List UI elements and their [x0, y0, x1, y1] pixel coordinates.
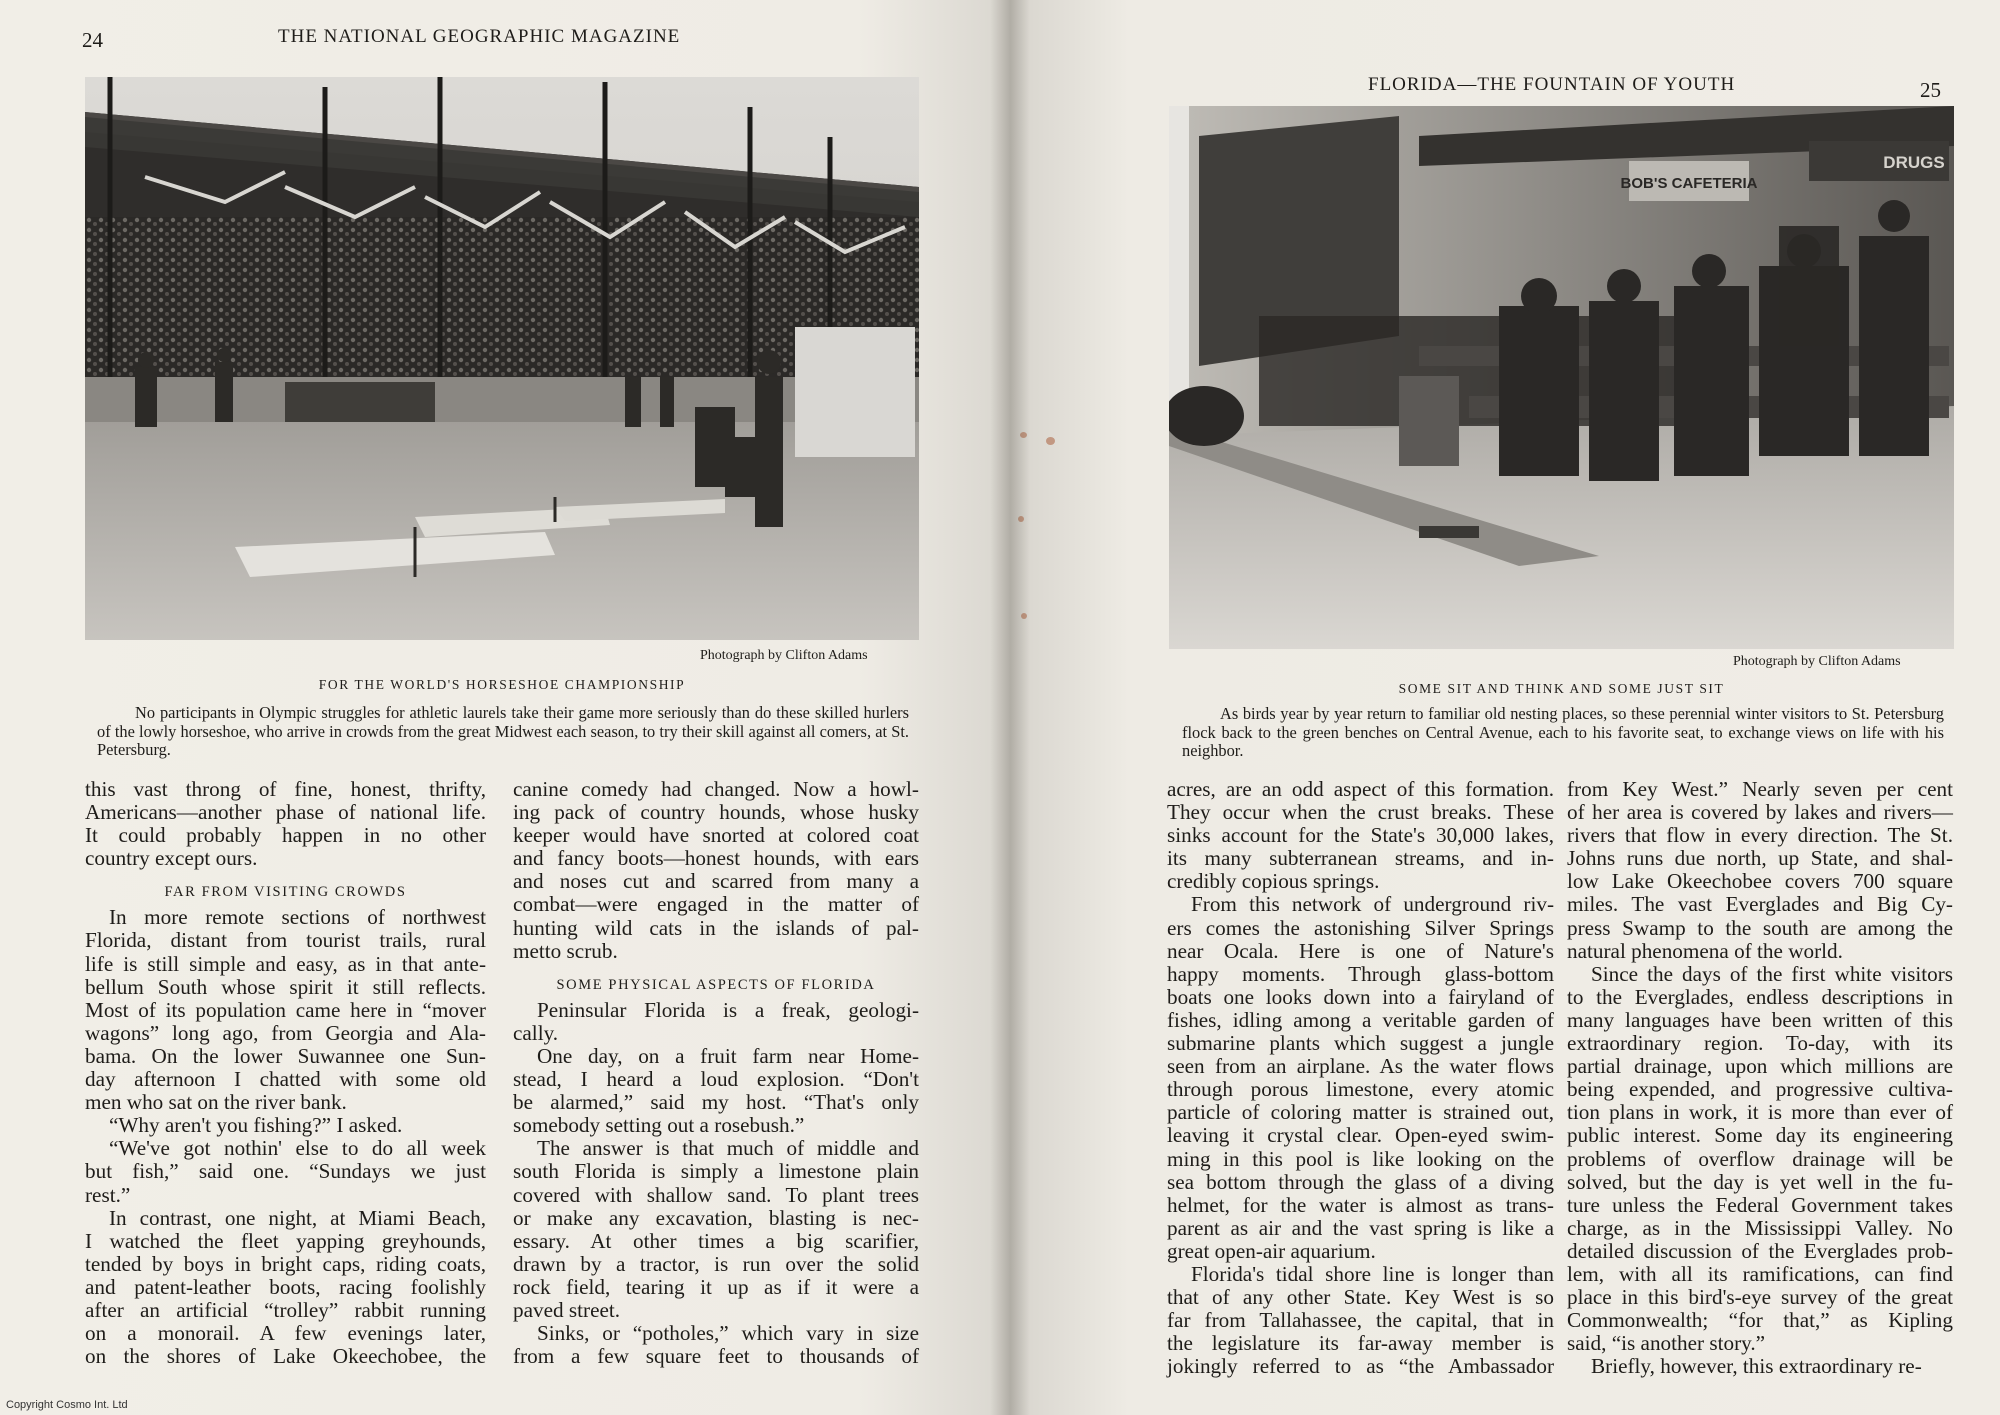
text-line: Commonwealth; “for that,” as Kipling: [1567, 1308, 1953, 1333]
benches-photo: [1169, 106, 1954, 649]
text-line: Florida, distant from tourist trails, rural: [85, 928, 486, 953]
text-line: many languages have been written of this: [1567, 1007, 1953, 1032]
text-line: From this network of underground riv-: [1191, 892, 1554, 917]
text-line: solved, but the day is yet well in the fu-: [1567, 1169, 1953, 1194]
text-line: public interest. Some day its engineering: [1567, 1123, 1953, 1148]
text-line: through porous limestone, every atomic: [1167, 1077, 1554, 1102]
right-page-number: 25: [1920, 78, 1941, 102]
text-line: from a few square feet to thousands of: [513, 1344, 919, 1369]
text-line: In contrast, one night, at Miami Beach,: [109, 1205, 486, 1230]
text-line: detailed discussion of the Everglades prob-: [1567, 1238, 1953, 1263]
text-line: bellum South whose spirit it still reflects.: [85, 974, 486, 999]
text-line: ers comes the astonishing Silver Springs: [1167, 915, 1554, 940]
text-line: fishes, idling among a veritable garden of: [1167, 1007, 1554, 1032]
text-line: and fancy boots—honest hounds, with ears: [513, 846, 919, 871]
text-line: low Lake Okeechobee covers 700 square: [1567, 869, 1953, 894]
left-photo-credit: Photograph by Clifton Adams: [700, 648, 868, 663]
left-column-2: [513, 778, 919, 1368]
text-line: and noses cut and scarred from many a: [513, 869, 919, 894]
right-page: [1010, 0, 2000, 1415]
text-line: keeper would have snorted at colored coat: [513, 823, 919, 848]
text-line: metto scrub.: [513, 938, 618, 963]
text-line: its many subterranean streams, and in-: [1167, 846, 1554, 871]
text-line: extraordinary region. To-day, with its: [1567, 1031, 1953, 1056]
text-line: country except ours.: [85, 846, 258, 871]
text-line: ing pack of country hounds, whose husky: [513, 800, 919, 825]
text-line: stead, I heard a loud explosion. “Don't: [513, 1067, 919, 1092]
text-line: far from Tallahassee, the capital, that in: [1167, 1308, 1554, 1333]
text-line: south Florida is simply a limestone plain: [513, 1159, 919, 1184]
text-line: said, “is another story.”: [1567, 1331, 1766, 1356]
text-line: “We've got nothin' else to do all week: [109, 1136, 486, 1161]
text-line: sinks account for the State's 30,000 lakes,: [1167, 823, 1554, 848]
text-line: on the shores of Lake Okeechobee, the: [85, 1344, 486, 1369]
text-line: after an artificial “trolley” rabbit running: [85, 1297, 486, 1322]
text-line: Florida's tidal shore line is longer than: [1191, 1261, 1554, 1286]
text-line: The answer is that much of middle and: [537, 1136, 919, 1161]
text-line: life is still simple and easy, as in that ante-: [85, 951, 486, 976]
text-line: leaving it crystal clear. Open-eyed swim-: [1167, 1123, 1554, 1148]
book-gutter: [990, 0, 1030, 1415]
text-line: submarine plants which suggest a jungle: [1167, 1031, 1554, 1056]
text-line: but fish,” said one. “Sundays we just: [85, 1159, 486, 1184]
text-line: the legislature its far-away member is: [1167, 1331, 1554, 1356]
right-column-2: [1567, 778, 1953, 1378]
text-line: being expended, and progressive cultiva-: [1567, 1077, 1953, 1102]
text-line: essary. At other times a big scarifier,: [513, 1228, 919, 1253]
text-line: combat—were engaged in the matter of: [513, 892, 919, 917]
horseshoe-photo-drawing: [85, 77, 919, 640]
section-heading: SOME PHYSICAL ASPECTS OF FLORIDA: [556, 976, 876, 993]
text-line: canine comedy had changed. Now a howl-: [513, 777, 919, 801]
benches-photo-drawing: [1169, 106, 1954, 649]
text-line: One day, on a fruit farm near Home-: [537, 1043, 919, 1068]
text-line: particle of coloring matter is strained out,: [1167, 1100, 1554, 1125]
text-line: jokingly referred to as “the Ambassador: [1167, 1354, 1554, 1379]
drugs-sign: DRUGS: [1883, 153, 1945, 172]
text-line: natural phenomena of the world.: [1567, 938, 1843, 963]
text-line: or make any excavation, blasting is nec-: [513, 1205, 919, 1230]
text-line: parent as air and the vast spring is like a: [1167, 1215, 1554, 1240]
text-line: bama. On the lower Suwannee one Sun-: [85, 1043, 486, 1068]
left-running-head: THE NATIONAL GEOGRAPHIC MAGAZINE: [278, 26, 681, 47]
text-line: tion plans in work, it is more than ever of: [1567, 1100, 1953, 1125]
text-line: rivers that flow in every direction. The St.: [1567, 823, 1953, 848]
text-line: this vast throng of fine, honest, thrifty,: [85, 777, 486, 801]
text-line: place in this bird's-eye survey of the great: [1567, 1285, 1953, 1310]
right-caption-title: SOME SIT AND THINK AND SOME JUST SIT: [1398, 681, 1725, 696]
left-caption-text: No participants in Olympic struggles for athletic laurels take their game more seriously than do these skilled hurlers of the lowly horseshoe, who arrive in crowds from the great Midwest each season, to try their skill against all comers, at St. Petersburg.: [97, 703, 909, 759]
text-line: In more remote sections of northwest: [109, 905, 486, 930]
text-line: sea bottom through the glass of a diving: [1167, 1169, 1554, 1194]
text-line: I watched the fleet yapping greyhounds,: [85, 1228, 486, 1253]
text-line: Americans—another phase of national life.: [85, 800, 486, 825]
right-running-head: FLORIDA—THE FOUNTAIN OF YOUTH: [1368, 74, 1736, 95]
text-line: miles. The vast Everglades and Big Cy-: [1567, 892, 1953, 917]
text-line: problems of overflow drainage will be: [1567, 1146, 1953, 1171]
text-line: rock field, tearing it up as if it were a: [513, 1274, 919, 1299]
text-line: tended by boys in bright caps, riding coats,: [85, 1251, 486, 1276]
text-line: partial drainage, upon which millions are: [1567, 1054, 1953, 1079]
horseshoe-photo: [85, 77, 919, 640]
text-line: Briefly, however, this extraordinary re-: [1591, 1354, 1922, 1379]
text-line: lem, with all its ramifications, can find: [1567, 1261, 1953, 1286]
text-line: be alarmed,” said my host. “That's only: [513, 1090, 919, 1115]
text-line: drawn by a tractor, is run over the solid: [513, 1251, 919, 1276]
text-line: acres, are an odd aspect of this formation.: [1167, 777, 1554, 801]
right-column-1: [1167, 778, 1554, 1378]
text-line: press Swamp to the south are among the: [1567, 915, 1953, 940]
text-line: ming in this pool is like looking on the: [1167, 1146, 1554, 1171]
text-line: seen from an airplane. As the water flows: [1167, 1054, 1554, 1079]
text-line: that of any other State. Key West is so: [1167, 1285, 1554, 1310]
text-line: happy moments. Through glass-bottom: [1167, 961, 1554, 986]
text-line: and patent-leather boots, racing foolishly: [85, 1274, 486, 1299]
text-line: “Why aren't you fishing?” I asked.: [109, 1113, 403, 1138]
section-heading: FAR FROM VISITING CROWDS: [164, 884, 407, 901]
text-line: day afternoon I chatted with some old: [85, 1067, 486, 1092]
text-line: near Ocala. Here is one of Nature's: [1167, 938, 1554, 963]
text-line: They occur when the crust breaks. These: [1167, 800, 1554, 825]
text-line: paved street.: [513, 1297, 621, 1322]
page-stain: [1046, 437, 1055, 445]
text-line: great open-air aquarium.: [1167, 1238, 1376, 1263]
text-line: Peninsular Florida is a freak, geologi-: [537, 997, 919, 1022]
text-line: from Key West.” Nearly seven per cent: [1567, 777, 1953, 801]
text-line: men who sat on the river bank.: [85, 1090, 347, 1115]
copyright-watermark: Copyright Cosmo Int. Ltd: [6, 1399, 128, 1411]
text-line: It could probably happen in no other: [85, 823, 486, 848]
right-caption-text: As birds year by year return to familiar old nesting places, so these perennial winter visitors to St. Petersburg flock back to the green benches on Central Avenue, each to his favorite seat, to exchange views on life with his neighbor.: [1182, 704, 1944, 760]
left-page-number: 24: [82, 28, 103, 52]
text-line: helmet, for the water is almost as trans-: [1167, 1192, 1554, 1217]
text-line: Johns runs due north, up State, and shal-: [1567, 846, 1953, 871]
left-column-1: [85, 778, 486, 1368]
text-line: rest.”: [85, 1182, 131, 1207]
text-line: cally.: [513, 1020, 559, 1045]
text-line: covered with shallow sand. To plant trees: [513, 1182, 919, 1207]
left-caption-title: FOR THE WORLD'S HORSESHOE CHAMPIONSHIP: [318, 677, 686, 692]
text-line: Most of its population came here in “mover: [85, 997, 486, 1022]
text-line: Since the days of the first white visitors: [1591, 961, 1953, 986]
text-line: hunting wild cats in the islands of pal-: [513, 915, 919, 940]
text-line: credibly copious springs.: [1167, 869, 1380, 894]
text-line: wagons” long ago, from Georgia and Ala-: [85, 1020, 486, 1045]
cafeteria-sign: BOB'S CAFETERIA: [1620, 175, 1758, 192]
right-photo-credit: Photograph by Clifton Adams: [1733, 654, 1901, 669]
text-line: somebody setting out a rosebush.”: [513, 1113, 805, 1138]
text-line: charge, as in the Mississippi Valley. No: [1567, 1215, 1953, 1240]
text-line: ture unless the Federal Government takes: [1567, 1192, 1953, 1217]
text-line: on a monorail. A few evenings later,: [85, 1321, 486, 1346]
text-line: boats one looks down into a fairyland of: [1167, 984, 1554, 1009]
text-line: Sinks, or “potholes,” which vary in size: [537, 1321, 919, 1346]
text-line: to the Everglades, endless descriptions in: [1567, 984, 1953, 1009]
text-line: of her area is covered by lakes and rivers—: [1567, 800, 1953, 825]
